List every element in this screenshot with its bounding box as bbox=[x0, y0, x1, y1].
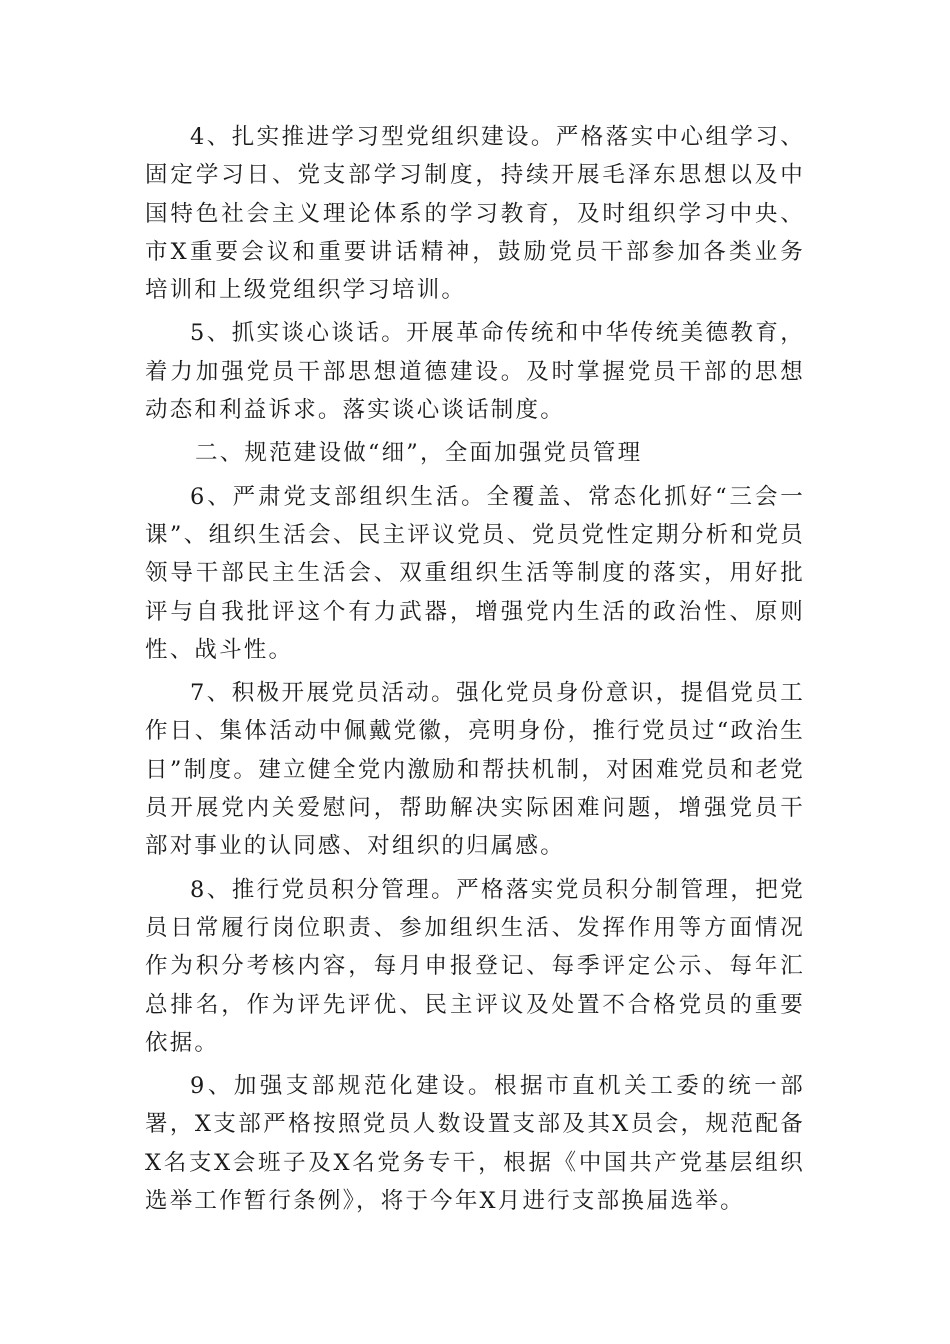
section-heading-2: 二、规范建设做“细”，全面加强党员管理 bbox=[195, 440, 643, 467]
paragraph-item-8: 8、推行党员积分管理。严格落实党员积分制管理，把党员日常履行岗位职责、参加组织生活、发挥作用等方面情况作为积分考核内容，每月申报登记、每季评定公示、每年汇总排名，作为评先评优、民主评议及处置不合格党员的重要依据。 bbox=[145, 876, 805, 1056]
paragraph-item-4: 4、扎实推进学习型党组织建设。严格落实中心组学习、固定学习日、党支部学习制度，持续开展毛泽东思想以及中国特色社会主义理论体系的学习教育，及时组织学习中央、市X重要会议和重要讲话精神，鼓励党员干部参加各类业务培训和上级党组织学习培训。 bbox=[145, 124, 805, 304]
paragraph-item-9: 9、加强支部规范化建设。根据市直机关工委的统一部署，X支部严格按照党员人数设置支部及其X员会，规范配备X名支X会班子及X名党务专干，根据《中国共产党基层组织选举工作暂行条例》，将于今年X月进行支部换届选举。 bbox=[145, 1073, 805, 1215]
paragraph-item-7: 7、积极开展党员活动。强化党员身份意识，提倡党员工作日、集体活动中佩戴党徽，亮明身份，推行党员过“政治生日”制度。建立健全党内激励和帮扶机制，对困难党员和老党员开展党内关爱慰问，帮助解决实际困难问题，增强党员干部对事业的认同感、对组织的归属感。 bbox=[145, 680, 805, 860]
paragraph-item-5: 5、抓实谈心谈话。开展革命传统和中华传统美德教育，着力加强党员干部思想道德建设。及时掌握党员干部的思想动态和利益诉求。落实谈心谈话制度。 bbox=[145, 320, 805, 424]
document-body bbox=[145, 118, 805, 1225]
paragraph-item-6: 6、严肃党支部组织生活。全覆盖、常态化抓好“三会一课”、组织生活会、民主评议党员、党员党性定期分析和党员领导干部民主生活会、双重组织生活等制度的落实，用好批评与自我批评这个有力武器，增强党内生活的政治性、原则性、战斗性。 bbox=[145, 483, 805, 663]
